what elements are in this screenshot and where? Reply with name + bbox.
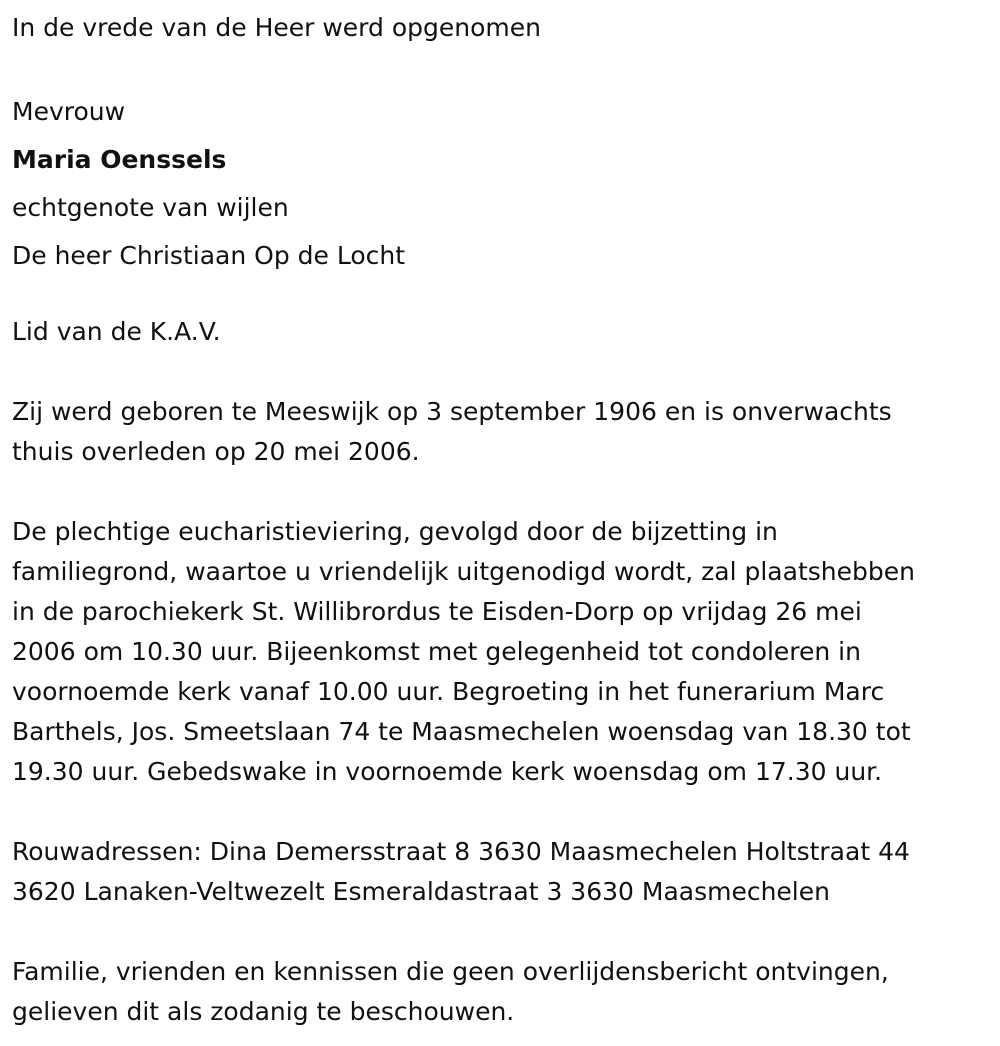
addresses-paragraph bbox=[12, 832, 990, 912]
spacer bbox=[12, 280, 990, 312]
spacer bbox=[12, 792, 990, 832]
ceremony-line-3: in de parochiekerk St. Willibrordus te Eisden-Dorp op vrijdag 26 mei bbox=[12, 597, 862, 626]
spacer bbox=[12, 352, 990, 392]
closing-line-1: Familie, vrienden en kennissen die geen overlijdensbericht ontvingen, bbox=[12, 957, 889, 986]
intro-line: In de vrede van de Heer werd opgenomen bbox=[12, 13, 541, 42]
birth-paragraph bbox=[12, 392, 990, 472]
spacer bbox=[12, 912, 990, 952]
ceremony-line-7: 19.30 uur. Gebedswake in voornoemde kerk woensdag om 17.30 uur. bbox=[12, 757, 883, 786]
ceremony-line-2: familiegrond, waartoe u vriendelijk uitgenodigd wordt, zal plaatshebben bbox=[12, 557, 915, 586]
ceremony-line-6: Barthels, Jos. Smeetslaan 74 te Maasmechelen woensdag van 18.30 tot bbox=[12, 717, 911, 746]
ceremony-line-1: De plechtige eucharistieviering, gevolgd door de bijzetting in bbox=[12, 517, 778, 546]
ceremony-line-4: 2006 om 10.30 uur. Bijeenkomst met gelegenheid tot condoleren in bbox=[12, 637, 861, 666]
spacer bbox=[12, 472, 990, 512]
relation-line-2: De heer Christiaan Op de Locht bbox=[12, 241, 406, 270]
closing-line-2: gelieven dit als zodanig te beschouwen. bbox=[12, 997, 515, 1026]
addresses-line-2: 3620 Lanaken-Veltwezelt Esmeraldastraat 3 3630 Maasmechelen bbox=[12, 877, 830, 906]
membership-line: Lid van de K.A.V. bbox=[12, 317, 221, 346]
spacer bbox=[12, 48, 990, 88]
birth-line-1: Zij werd geboren te Meeswijk op 3 september 1906 en is onverwachts bbox=[12, 397, 892, 426]
closing-paragraph bbox=[12, 952, 990, 1032]
addresses-line-1: Rouwadressen: Dina Demersstraat 8 3630 Maasmechelen Holtstraat 44 bbox=[12, 837, 910, 866]
relation-line-1: echtgenote van wijlen bbox=[12, 193, 289, 222]
honorific-title: Mevrouw bbox=[12, 97, 126, 126]
ceremony-line-5: voornoemde kerk vanaf 10.00 uur. Begroeting in het funerarium Marc bbox=[12, 677, 885, 706]
ceremony-paragraph bbox=[12, 512, 990, 792]
birth-line-2: thuis overleden op 20 mei 2006. bbox=[12, 437, 420, 466]
deceased-name: Maria Oenssels bbox=[12, 145, 227, 174]
